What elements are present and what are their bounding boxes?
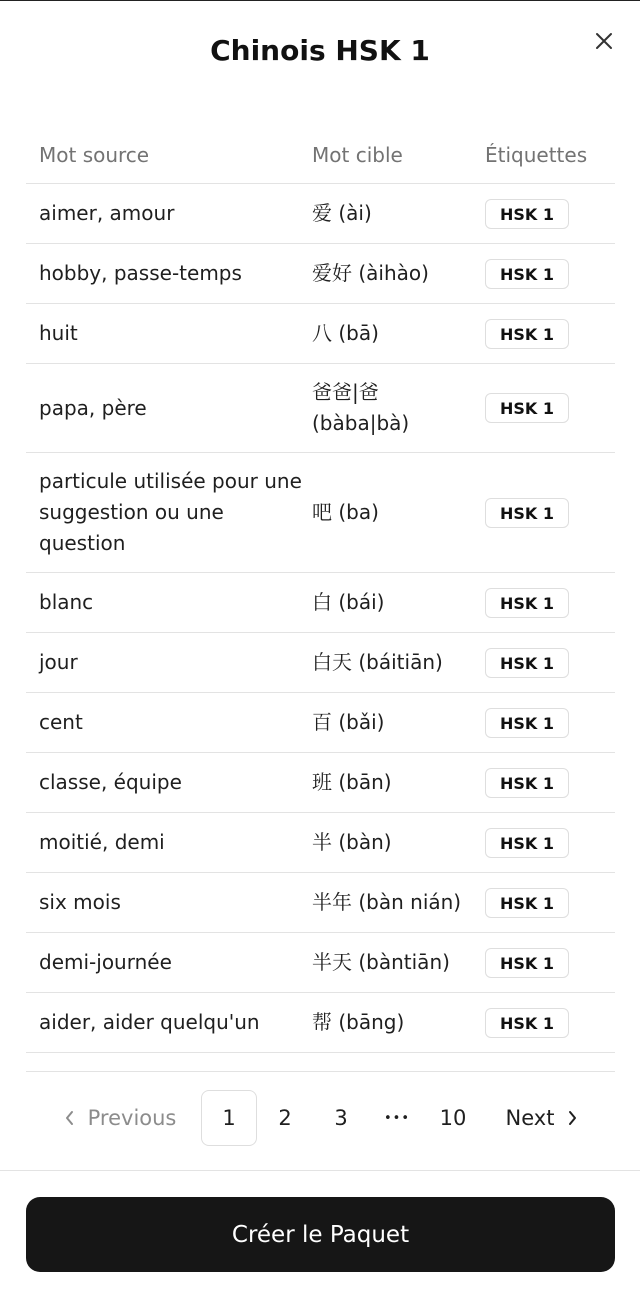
page-button-2[interactable]: 2 xyxy=(278,1106,292,1130)
word-table xyxy=(26,127,615,1072)
table-row xyxy=(26,453,615,573)
pagination xyxy=(0,1090,640,1146)
next-page-button[interactable] xyxy=(496,1090,588,1146)
target-word: 班 (bān) xyxy=(312,770,392,794)
table-row xyxy=(26,933,615,993)
table-row xyxy=(26,573,615,633)
tag-badge: HSK 1 xyxy=(485,888,569,918)
target-word: 半天 (bàntiān) xyxy=(312,950,450,974)
modal-title: Chinois HSK 1 xyxy=(210,34,430,67)
header-source: Mot source xyxy=(39,143,150,167)
source-word: cent xyxy=(39,710,83,734)
source-word: aimer, amour xyxy=(39,201,175,225)
chevron-right-icon xyxy=(566,1110,578,1126)
target-word: 半 (bàn) xyxy=(312,830,392,854)
target-word: 白天 (báitiān) xyxy=(312,650,443,674)
source-word: huit xyxy=(39,321,78,345)
previous-label: Previous xyxy=(87,1106,177,1130)
tag-badge: HSK 1 xyxy=(485,648,569,678)
table-row xyxy=(26,993,615,1053)
tag-badge: HSK 1 xyxy=(485,319,569,349)
target-word: 百 (bǎi) xyxy=(312,710,385,734)
tag-badge: HSK 1 xyxy=(485,768,569,798)
close-icon xyxy=(595,32,613,50)
header-target: Mot cible xyxy=(312,143,403,167)
target-word: 白 (bái) xyxy=(312,590,385,614)
table-row xyxy=(26,693,615,753)
target-word: 爱 (ài) xyxy=(312,201,372,225)
chevron-left-icon xyxy=(64,1110,76,1126)
footer-divider xyxy=(0,1170,640,1171)
table-row xyxy=(26,184,615,244)
tag-badge: HSK 1 xyxy=(485,393,569,423)
table-header xyxy=(26,127,615,184)
source-word: particule utilisée pour une suggestion ou une question xyxy=(39,469,302,555)
table-row xyxy=(26,304,615,364)
table-row xyxy=(26,364,615,453)
tag-badge: HSK 1 xyxy=(485,199,569,229)
tag-badge: HSK 1 xyxy=(485,1008,569,1038)
target-word: 吧 (ba) xyxy=(312,500,379,524)
source-word: six mois xyxy=(39,890,121,914)
table-row xyxy=(26,753,615,813)
create-deck-button[interactable]: Créer le Paquet xyxy=(26,1197,615,1272)
target-word: 爸爸|爸 (bàba|bà) xyxy=(312,380,410,435)
source-word: blanc xyxy=(39,590,94,614)
target-word: 半年 (bàn nián) xyxy=(312,890,462,914)
page-button-10[interactable]: 10 xyxy=(439,1106,467,1130)
tag-badge: HSK 1 xyxy=(485,259,569,289)
table-row xyxy=(26,244,615,304)
source-word: aider, aider quelqu'un xyxy=(39,1010,260,1034)
table-footer-divider xyxy=(26,1053,615,1072)
tag-badge: HSK 1 xyxy=(485,948,569,978)
target-word: 八 (bā) xyxy=(312,321,379,345)
next-label: Next xyxy=(505,1106,555,1130)
tag-badge: HSK 1 xyxy=(485,588,569,618)
source-word: moitié, demi xyxy=(39,830,165,854)
table-row xyxy=(26,873,615,933)
table-row xyxy=(26,633,615,693)
page-button-1[interactable]: 1 xyxy=(201,1090,257,1146)
source-word: hobby, passe-temps xyxy=(39,261,242,285)
tag-badge: HSK 1 xyxy=(485,498,569,528)
source-word: papa, père xyxy=(39,395,147,420)
tag-badge: HSK 1 xyxy=(485,828,569,858)
header-tags: Étiquettes xyxy=(485,143,588,167)
page-button-3[interactable]: 3 xyxy=(334,1106,348,1130)
source-word: classe, équipe xyxy=(39,770,182,794)
close-button[interactable] xyxy=(588,25,620,57)
pagination-ellipsis: ••• xyxy=(383,1110,410,1126)
source-word: demi-journée xyxy=(39,950,172,974)
tag-badge: HSK 1 xyxy=(485,708,569,738)
source-word: jour xyxy=(39,650,78,674)
target-word: 帮 (bāng) xyxy=(312,1010,405,1034)
target-word: 爱好 (àihào) xyxy=(312,261,429,285)
table-row xyxy=(26,813,615,873)
previous-page-button[interactable] xyxy=(58,1090,182,1146)
